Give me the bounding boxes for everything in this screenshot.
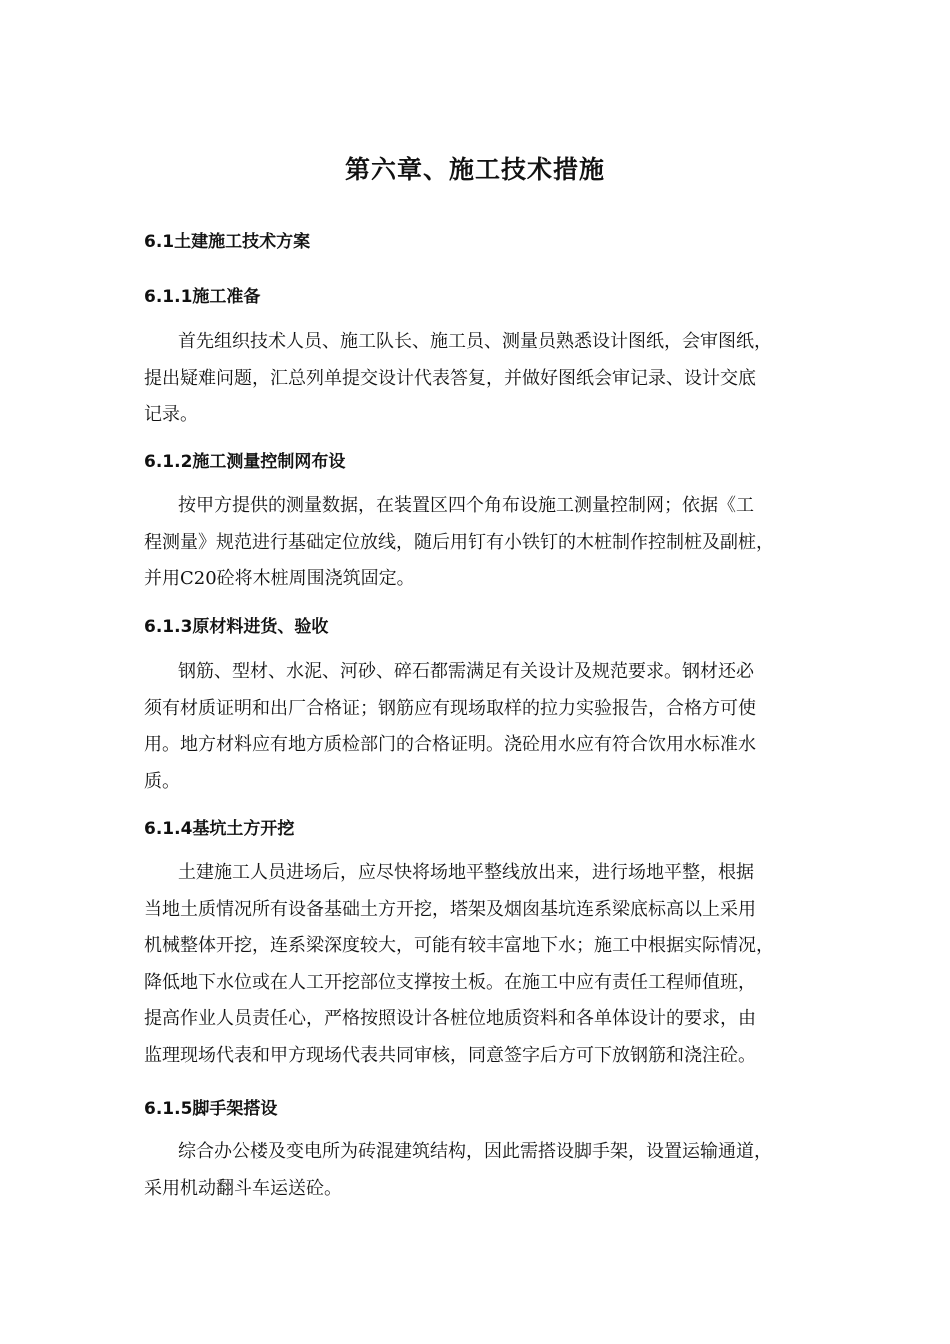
paragraph-line: 综合办公楼及变电所为砖混建筑结构，因此需搭设脚手架，设置运输通道， [178,1141,772,1162]
subsection-heading-6-1-4: 6.1.4基坑土方开挖 [144,819,295,839]
paragraph-line: 记录。 [144,404,198,425]
paragraph-line: 当地土质情况所有设备基础土方开挖，塔架及烟囱基坑连系梁底标高以上采用 [144,898,756,920]
paragraph-6-1-2 [144,488,824,598]
paragraph-6-1-1 [144,324,824,434]
paragraph-6-1-4 [144,855,824,1074]
subsection-heading-6-1-3: 6.1.3原材料进货、验收 [144,617,329,637]
paragraph-line: 质。 [144,770,180,792]
chapter-title: 第六章、施工技术措施 [344,155,605,184]
subsection-heading-6-1-1: 6.1.1施工准备 [144,287,261,307]
paragraph-6-1-3 [144,654,824,800]
subsection-heading-6-1-5: 6.1.5脚手架搭设 [144,1099,278,1119]
section-heading: 6.1土建施工技术方案 [144,232,311,252]
paragraph-line: 降低地下水位或在人工开挖部位支撑按土板。在施工中应有责任工程师值班， [144,971,756,993]
paragraph-line: 首先组织技术人员、施工队长、施工员、测量员熟悉设计图纸，会审图纸， [178,331,772,352]
subsection-heading-6-1-2: 6.1.2施工测量控制网布设 [144,452,346,472]
paragraph-line: 监理现场代表和甲方现场代表共同审核，同意签字后方可下放钢筋和浇注砼。 [144,1044,756,1066]
paragraph-line: 机械整体开挖，连系梁深度较大，可能有较丰富地下水；施工中根据实际情况， [144,935,774,956]
paragraph-line: 钢筋、型材、水泥、河砂、碎石都需满足有关设计及规范要求。钢材还必 [178,661,754,682]
paragraph-line: 须有材质证明和出厂合格证；钢筋应有现场取样的拉力实验报告，合格方可使 [144,697,756,719]
paragraph-line: 土建施工人员进场后，应尽快将场地平整线放出来，进行场地平整，根据 [178,862,754,883]
paragraph-line: 用。地方材料应有地方质检部门的合格证明。浇砼用水应有符合饮用水标准水 [144,734,756,755]
paragraph-line: 采用机动翻斗车运送砼。 [144,1177,342,1199]
paragraph-line: 按甲方提供的测量数据，在装置区四个角布设施工测量控制网；依据《工 [178,495,754,516]
paragraph-6-1-5 [144,1134,824,1207]
paragraph-line: 并用C20砼将木桩周围浇筑固定。 [144,568,415,589]
paragraph-line: 提出疑难问题，汇总列单提交设计代表答复，并做好图纸会审记录、设计交底 [144,367,756,389]
paragraph-line: 程测量》规范进行基础定位放线，随后用钉有小铁钉的木桩制作控制桩及副桩， [144,531,774,553]
paragraph-line: 提高作业人员责任心，严格按照设计各桩位地质资料和各单体设计的要求，由 [144,1008,756,1029]
